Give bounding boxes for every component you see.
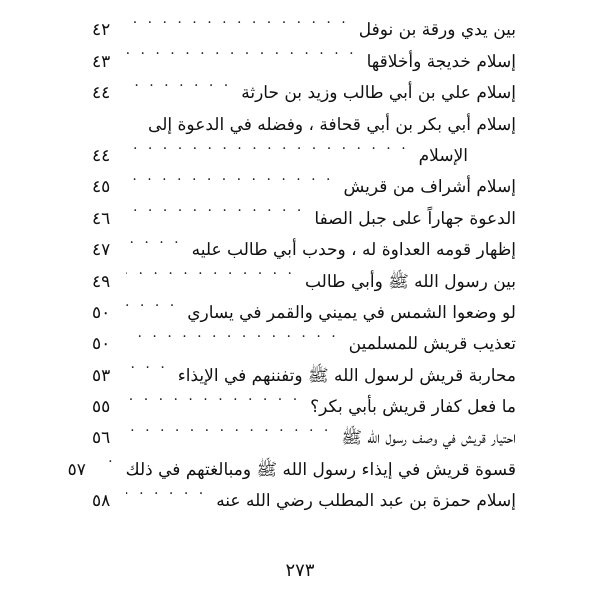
toc-entry-title: محاربة قريش لرسول الله ﷺ وتفننهم في الإيذاء <box>177 365 516 386</box>
leader-dots <box>126 381 310 412</box>
toc-entry-page: ٥٠ <box>92 334 111 355</box>
toc-entry-title: ما فعل كفار قريش بأبي بكر؟ <box>310 397 516 418</box>
leader-dots <box>126 35 367 66</box>
table-of-contents <box>67 4 516 512</box>
toc-entry-title: إسلام علي بن أبي طالب وزيد بن حارثة <box>241 83 516 104</box>
toc-entry-title: بين يدي ورقة بن نوفل <box>358 20 516 41</box>
leader-dots <box>126 192 314 223</box>
leader-dots <box>126 287 187 318</box>
leader-dots <box>126 475 216 506</box>
toc-entry-title: احتيار قريش في وصف رسول الله ﷺ <box>341 428 516 449</box>
toc-entry-page: ٤٣ <box>92 51 111 72</box>
toc-entry-page: ٥٦ <box>92 428 111 449</box>
toc-entry-page: ٥٧ <box>67 459 86 480</box>
toc-entry-title: إسلام خديجة وأخلاقها <box>366 51 516 72</box>
leader-dots <box>126 255 305 286</box>
toc-entry-title: لو وضعوا الشمس في يميني والقمر في يساري <box>187 302 516 323</box>
toc-entry-page: ٤٥ <box>92 177 111 198</box>
leader-dots <box>102 443 126 474</box>
toc-entry-title: قسوة قريش في إيذاء رسول الله ﷺ ومبالغتهم في ذلك <box>125 459 516 480</box>
leader-dots <box>126 161 344 192</box>
toc-entry-title: بين رسول الله ﷺ وأبي طالب <box>304 271 516 292</box>
toc-entry-title: تعذيب قريش للمسلمين <box>348 334 516 355</box>
toc-entry-page: ٤٤ <box>92 145 111 166</box>
leader-dots <box>126 224 192 255</box>
leader-dots <box>126 349 178 380</box>
toc-entry-page: ٤٢ <box>92 20 111 41</box>
toc-entry-page: ٤٧ <box>92 240 111 261</box>
toc-entry-title: إظهار قومه العداوة له ، وحدب أبي طالب عليه <box>191 240 516 261</box>
toc-entry-page: ٥٥ <box>92 397 111 418</box>
toc-entry-page: ٥٣ <box>92 365 111 386</box>
toc-entry-title: إسلام أشراف من قريش <box>343 177 516 198</box>
toc-entry-page: ٥٠ <box>92 302 111 323</box>
leader-dots <box>126 4 359 35</box>
leader-dots <box>126 412 341 443</box>
toc-entry-page: ٥٨ <box>92 491 111 512</box>
toc-entry-page: ٤٦ <box>92 208 111 229</box>
page-number: ٢٧٣ <box>285 560 315 581</box>
toc-entry-title: الدعوة جهاراً على جبل الصفا <box>314 208 516 229</box>
toc-entry[interactable] <box>92 4 516 41</box>
leader-dots <box>126 67 241 98</box>
toc-entry-page: ٤٤ <box>92 83 111 104</box>
toc-entry-title: إسلام حمزة بن عبد المطلب رضي الله عنه <box>216 491 516 512</box>
toc-entry-title: إسلام أبي بكر بن أبي قحافة ، وفضله في الدعوة إلى <box>148 114 516 135</box>
toc-entry-page: ٤٩ <box>92 271 111 292</box>
leader-dots <box>126 318 349 349</box>
toc-entry-title-continued: الإسلام <box>418 145 468 166</box>
leader-dots <box>126 130 419 161</box>
